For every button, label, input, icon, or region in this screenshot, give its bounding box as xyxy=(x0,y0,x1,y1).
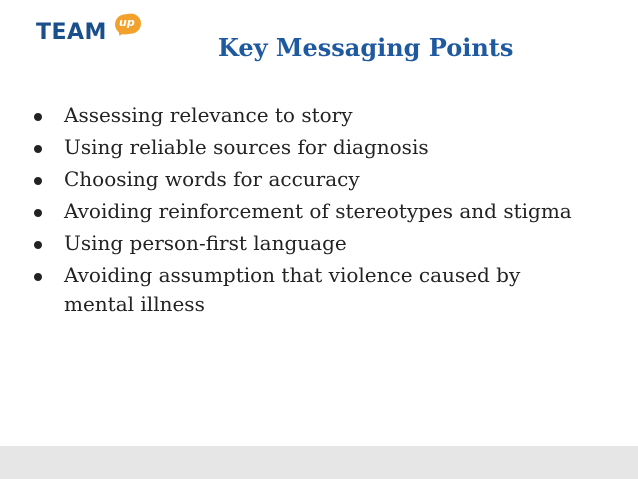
footer-bar xyxy=(0,446,638,479)
bullet-dot-icon xyxy=(34,145,42,153)
bullet-text: Using person-first language xyxy=(64,231,347,255)
bullet-dot-icon xyxy=(34,241,42,249)
bullet-text: Assessing relevance to story xyxy=(64,103,353,127)
bullet-dot-icon xyxy=(34,113,42,121)
slide-title: Key Messaging Points xyxy=(218,33,514,62)
bullet-item xyxy=(34,101,594,130)
bullet-text: Choosing words for accuracy xyxy=(64,167,360,191)
bullet-dot-icon xyxy=(34,209,42,217)
bullet-text: Using reliable sources for diagnosis xyxy=(64,135,429,159)
bullet-list xyxy=(34,101,594,322)
logo-badge-text: up xyxy=(119,16,135,29)
team-up-logo xyxy=(36,14,146,50)
bullet-item xyxy=(34,261,594,319)
bullet-item xyxy=(34,197,594,226)
bullet-item xyxy=(34,133,594,162)
bullet-item xyxy=(34,165,594,194)
bullet-dot-icon xyxy=(34,177,42,185)
bullet-text: Avoiding reinforcement of stereotypes and stigma xyxy=(64,199,572,223)
bullet-dot-icon xyxy=(34,273,42,281)
bullet-text: Avoiding assumption that violence caused by mental illness xyxy=(64,263,521,316)
bullet-item xyxy=(34,229,594,258)
logo-wordmark: TEAM xyxy=(36,20,107,45)
